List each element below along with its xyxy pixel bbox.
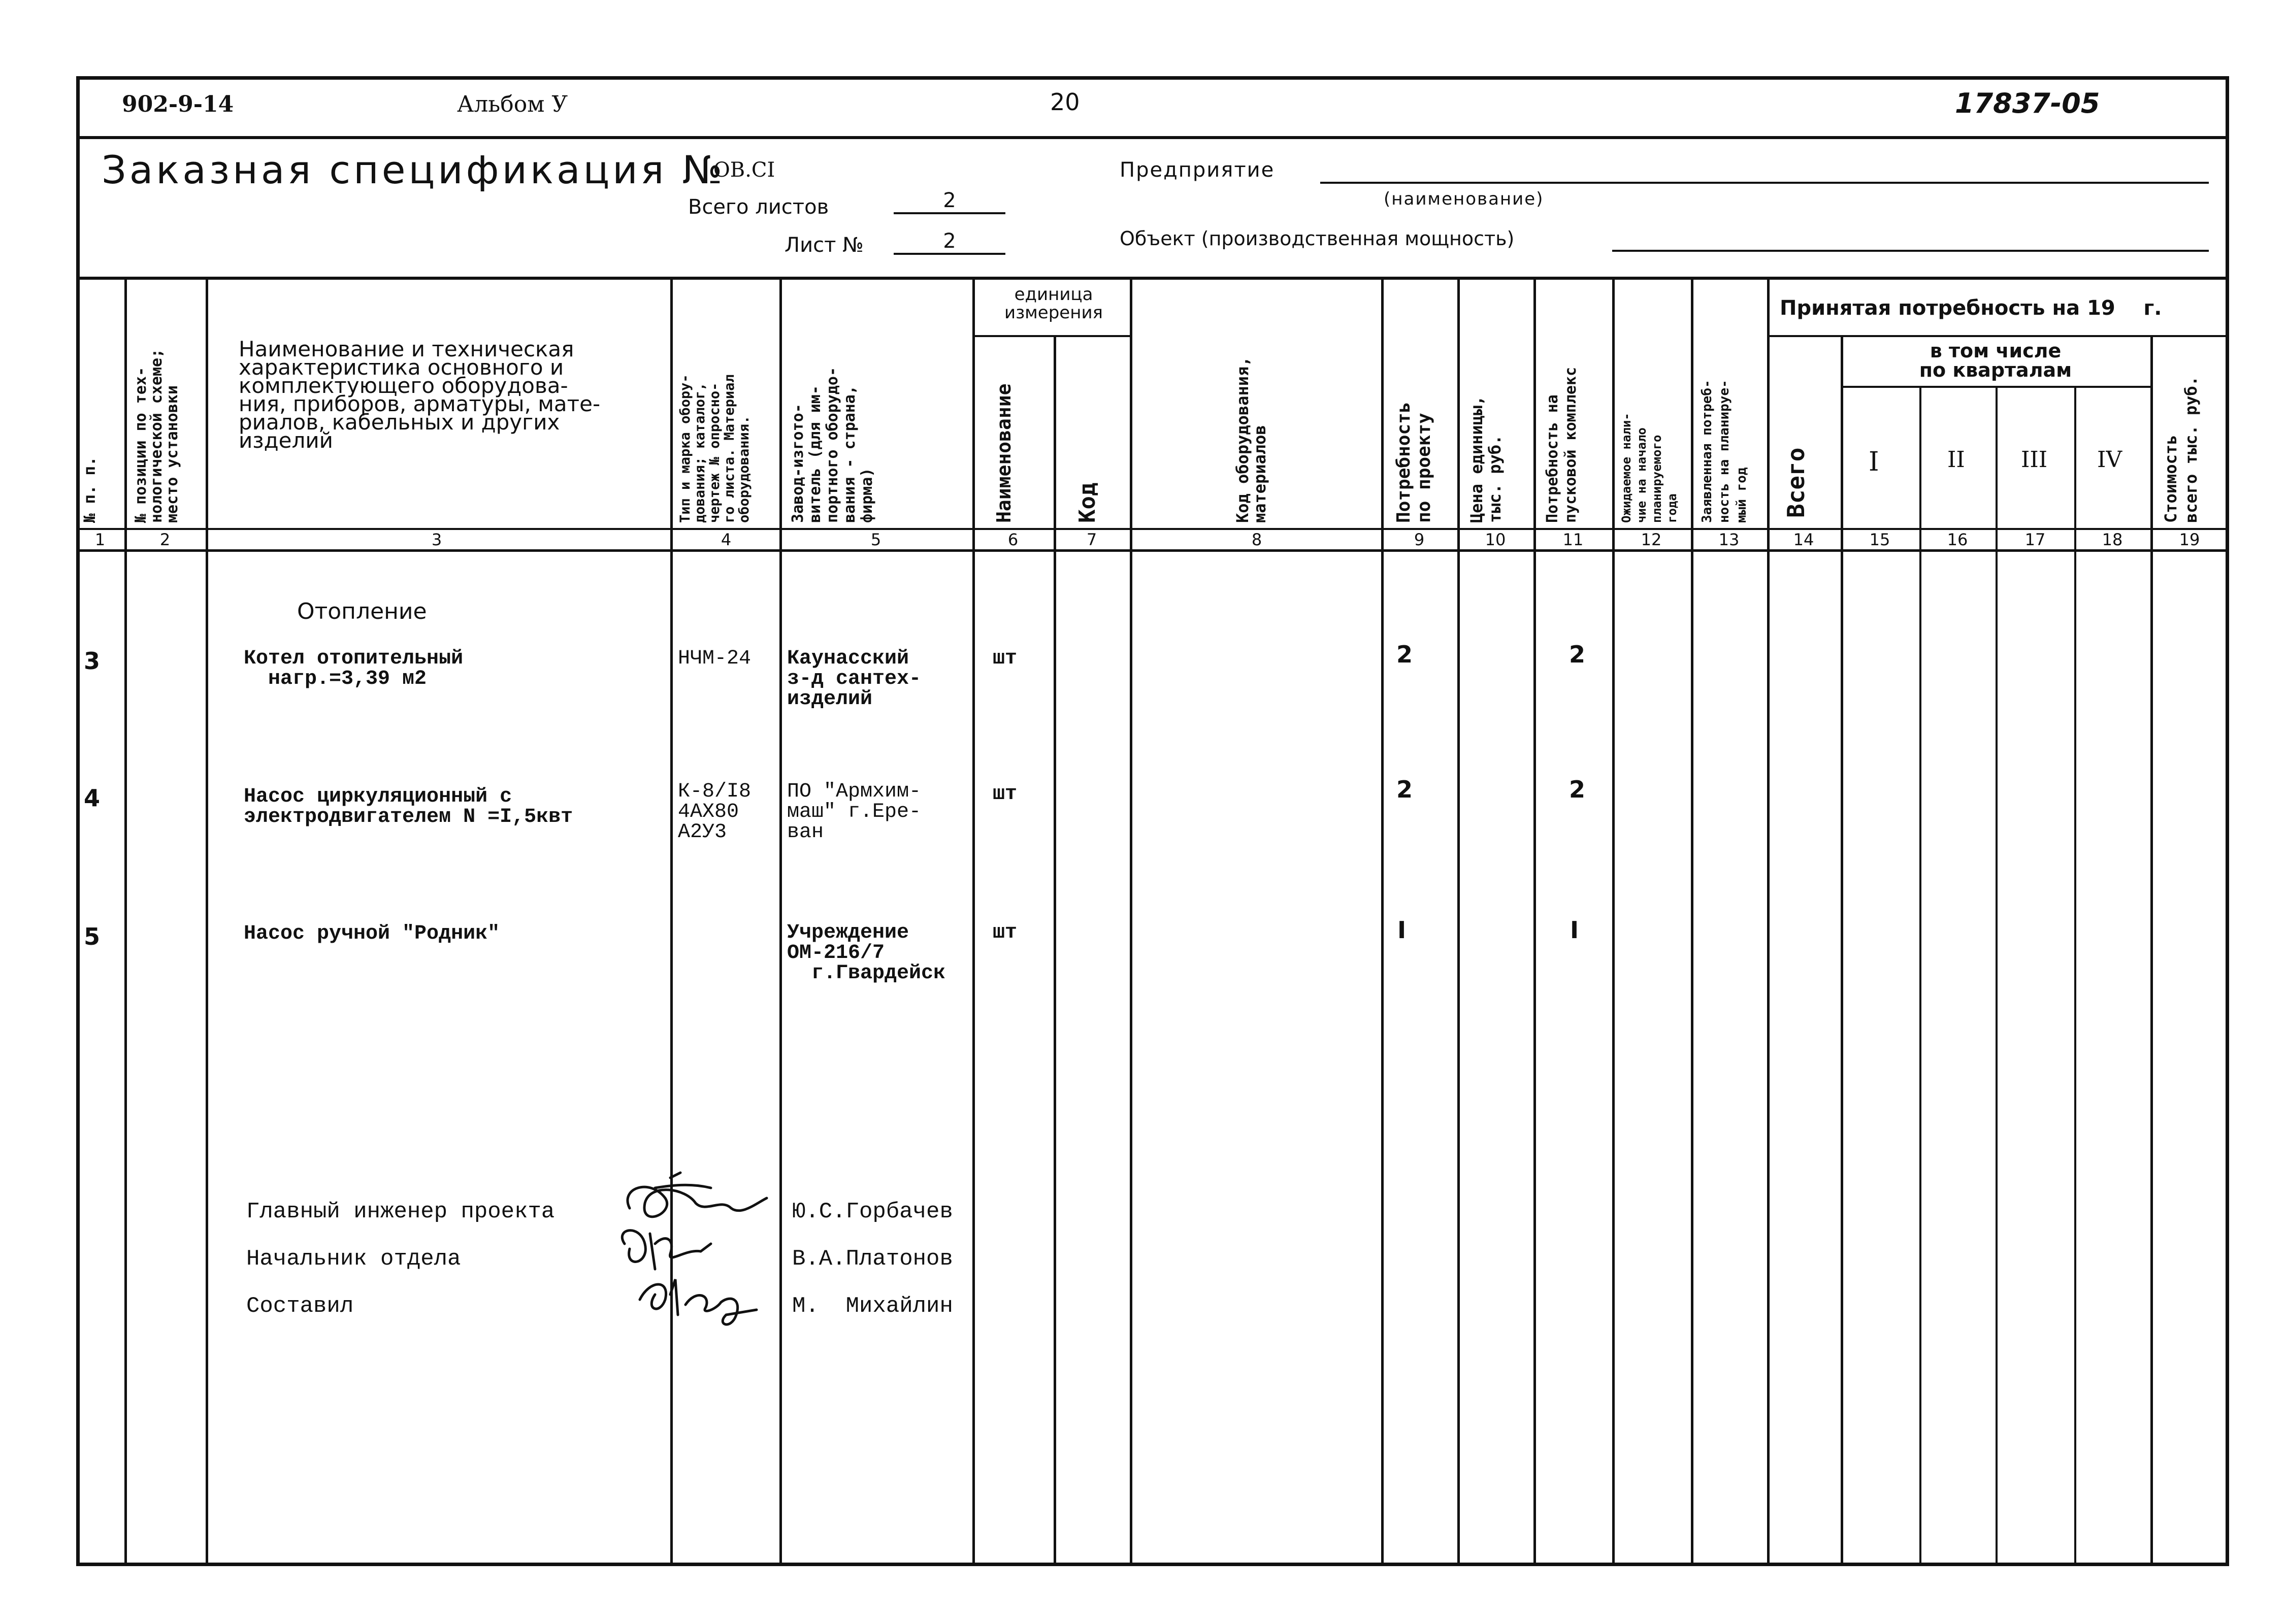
col13-header: Заявленная потреб- ность на планируе- мый год [1700,380,1749,523]
table-top-border [76,277,2229,280]
col-line-12 [1691,278,1693,1565]
header-bottom-line [76,528,2229,530]
col5-header: Завод-изгото- витель (для им- портного оборудо- вания - страна, фирма) [789,367,876,523]
col8-header: Код оборудования, материалов [1233,356,1269,523]
col-number: 16 [1947,530,1968,549]
item-name: Насос циркуляционный с электродвигателем N =I,5квт [244,785,573,828]
quarter-2-header: II [1947,447,1965,473]
unit-group-line [972,335,1130,337]
spec-title: Заказная спецификация № [102,147,726,192]
item-startup: 2 [1569,641,1586,668]
col-line-4 [779,278,782,1565]
signature-name-department-head: В.А.Платонов [792,1246,953,1272]
col6-header: Наименование [993,383,1015,523]
col1-header: № п. п. [81,456,99,523]
col-line-11 [1612,278,1615,1565]
signature-role-compiler: Составил [246,1294,354,1319]
item-startup: 2 [1569,776,1586,803]
quarter-3-header: III [2021,447,2048,473]
item-maker: Учреждение ОМ-216/7 г.Гвардейск [787,921,946,985]
col-line-16 [1996,386,1998,1565]
col4-header: Тип и марка обору- дования; каталог, чертеж № опросно- го листа. Материал оборудования. [677,374,752,523]
col11-header: Потребность на пусковой комплекс [1544,367,1580,523]
header-divider [76,136,2229,139]
item-name: Насос ручной "Родник" [244,922,500,945]
signature-role-chief-engineer: Главный инженер проекта [246,1199,555,1224]
item-startup: I [1570,916,1579,944]
col-line-15 [1919,386,1921,1565]
item-type: НЧМ-24 [678,647,752,670]
col-line-3 [670,278,673,1565]
col-number: 2 [159,530,171,549]
item-unit: шт [993,647,1018,670]
row-number: 3 [84,647,101,675]
section-heading: Отопление [297,599,427,624]
row-number: 4 [84,784,101,812]
col-number: 10 [1485,530,1506,549]
col-number: 19 [2179,530,2200,549]
sheet-value: 2 [894,229,1005,255]
col-number: 12 [1641,530,1662,549]
col-number: 17 [2024,530,2046,549]
numbers-bottom-line [76,549,2229,552]
signature-name-compiler: М. Михайлин [792,1294,953,1319]
col-line-1 [124,278,127,1565]
handwritten-signatures [609,1168,812,1340]
spec-number: ОВ.СI [713,158,775,182]
col-number: 18 [2102,530,2123,549]
col2-header: № позиции по тех- нологической схеме; место установки [132,348,181,523]
item-type: К-8/I8 4АХ80 А2У3 [678,780,752,844]
quarters-group-header: в том числе по кварталам [1919,340,2072,381]
col-number: 8 [1251,530,1262,549]
item-need: I [1397,916,1407,944]
total-sheets-value: 2 [894,189,1005,214]
col-number: 3 [431,530,442,549]
col-number: 15 [1869,530,1890,549]
item-need: 2 [1396,641,1413,668]
col19-header: Стоимость всего тыс. руб. [2161,376,2201,523]
col-line-2 [206,278,208,1565]
col-line-18 [2150,335,2153,1565]
col-line-10 [1533,278,1536,1565]
item-name: Котел отопительный нагр.=3,39 м2 [244,647,464,690]
col-line-8 [1381,278,1384,1565]
total-sheets-label: Всего листов [688,195,829,219]
col10-header: Цена единицы, тыс. руб. [1467,395,1505,523]
col-line-5 [972,278,975,1565]
col-line-9 [1457,278,1460,1565]
col14-header: Всего [1782,447,1810,518]
signature-role-department-head: Начальник отдела [246,1246,461,1272]
col-number: 13 [1718,530,1740,549]
enterprise-hint: (наименование) [1384,189,1544,209]
col-number: 7 [1086,530,1097,549]
col7-header: Код [1074,482,1100,523]
page-number: 20 [1050,88,1080,116]
col-number: 1 [94,530,106,549]
item-unit: шт [993,921,1018,944]
item-maker: Каунасский з-д сантех- изделий [787,647,922,711]
signature-name-chief-engineer: Ю.С.Горбачев [792,1199,953,1224]
stamp-number: 17837-05 [1955,87,2100,119]
col-line-6 [1054,335,1056,1565]
col-number: 6 [1007,530,1019,549]
doc-code: 902-9-14 [122,91,234,117]
col-number: 11 [1562,530,1584,549]
object-field [1612,229,2209,252]
col-number: 14 [1793,530,1814,549]
enterprise-label: Предприятие [1120,158,1275,182]
item-need: 2 [1396,776,1413,803]
col-line-14 [1841,335,1843,1565]
quarter-1-header: I [1869,447,1879,477]
unit-group-header: единица измерения [1004,284,1103,323]
quarters-group-line [1841,386,2150,388]
accepted-group-line [1767,335,2229,337]
quarter-4-header: IV [2097,447,2122,473]
col-line-7 [1130,278,1132,1565]
col-line-13 [1767,278,1770,1565]
col-number: 4 [721,530,732,549]
col-number: 9 [1414,530,1425,549]
item-maker: ПО "Армхим- маш" г.Ере- ван [787,780,922,844]
enterprise-field [1320,161,2209,184]
album-label: Альбом У [457,91,568,117]
sheet-label: Лист № [785,234,864,257]
item-unit: шт [993,783,1018,806]
object-label: Объект (производственная мощность) [1120,227,1515,250]
accepted-group-header: Принятая потребность на 19 г. [1780,296,2162,320]
row-number: 5 [84,923,101,950]
col-number: 5 [870,530,881,549]
col9-header: Потребность по проекту [1393,402,1434,523]
col-line-17 [2074,386,2076,1565]
col3-header: Наименование и техническая характеристика основного и комплектующего оборудова- ния, приборов, арматуры, мате- риалов, кабельных и других изделий [239,337,601,453]
col12-header: Ожидаемое нали- чие на начало планируемого года [1619,413,1679,523]
